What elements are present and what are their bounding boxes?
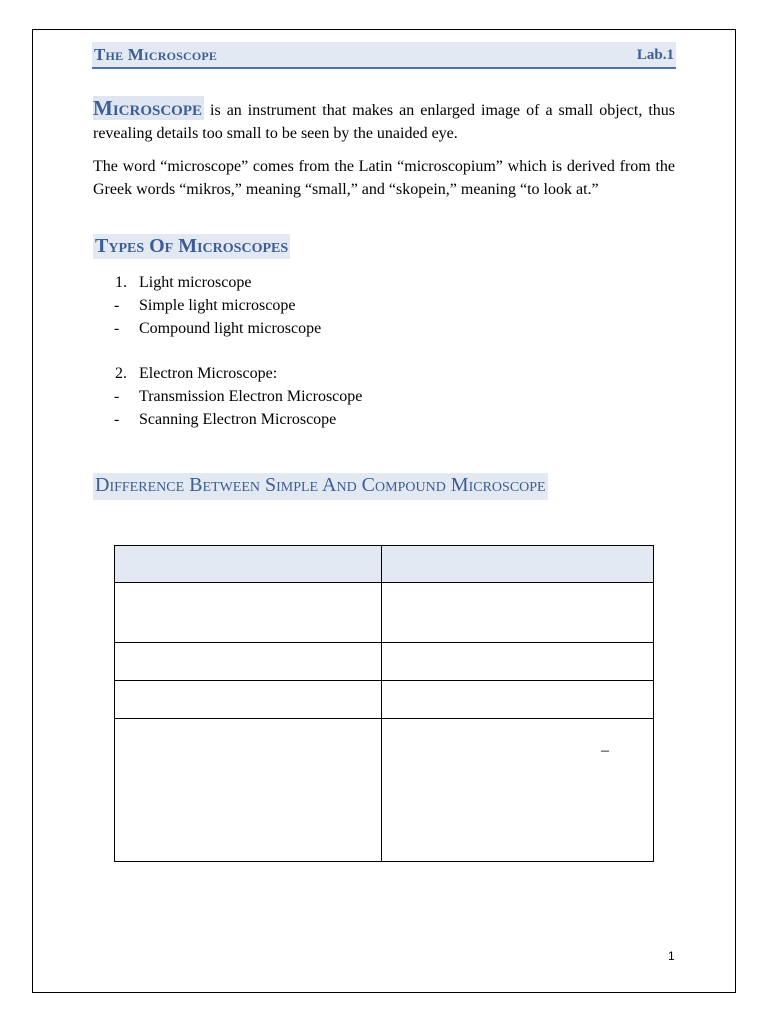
- types-list-light: [114, 271, 614, 340]
- table-header-cell: [382, 546, 654, 583]
- table-cell: [382, 681, 654, 719]
- page-header: [92, 42, 676, 69]
- list-item-text: Compound light microscope: [139, 320, 322, 337]
- table-header-cell: [115, 546, 382, 583]
- etymology-paragraph: The word “microscope” comes from the Latin “microscopium” which is derived from the Greek words “mikros,” meaning “small,” and “skopein,” meaning “to look at.”: [93, 158, 675, 198]
- table-cell: [115, 681, 382, 719]
- list-item: [114, 362, 614, 385]
- list-item-text: Light microscope: [139, 274, 252, 291]
- list-item-text: Scanning Electron Microscope: [139, 411, 337, 428]
- intro-lead-word: Microscope: [93, 96, 203, 120]
- list-item-text: Simple light microscope: [139, 297, 296, 314]
- table-row: [115, 681, 654, 719]
- intro-paragraph: [93, 97, 675, 145]
- list-item: [114, 294, 614, 317]
- table-cell: [382, 719, 654, 862]
- list-marker: -: [114, 411, 120, 428]
- list-item: [114, 385, 614, 408]
- list-item: [114, 317, 614, 340]
- stray-dash: –: [601, 742, 609, 759]
- list-marker: -: [114, 297, 120, 314]
- comparison-table: [114, 545, 654, 862]
- document-title: The Microscope: [94, 45, 218, 64]
- table-cell: [115, 583, 382, 643]
- intro-sentence: is an instrument that makes an enlarged image of a small object, thus revealing details too small to be seen by the unaided eye.: [93, 102, 675, 142]
- table-row: [115, 719, 654, 862]
- list-marker: -: [114, 388, 120, 405]
- table-header-row: [115, 546, 654, 583]
- table-row: [115, 583, 654, 643]
- list-marker: 1.: [115, 274, 127, 291]
- table-row: [115, 643, 654, 681]
- list-item-text: Transmission Electron Microscope: [139, 388, 363, 405]
- table-cell: [115, 643, 382, 681]
- table-cell: [382, 643, 654, 681]
- page-number: 1: [668, 949, 675, 963]
- list-item: [114, 271, 614, 294]
- lab-number: Lab.1: [636, 47, 674, 63]
- table-cell: [115, 719, 382, 862]
- types-list-electron: [114, 362, 614, 431]
- table-cell: [382, 583, 654, 643]
- list-marker: 2.: [115, 365, 127, 382]
- list-item-text: Electron Microscope:: [139, 365, 278, 382]
- types-heading: Types Of Microscopes: [95, 235, 289, 257]
- list-marker: -: [114, 320, 120, 337]
- list-item: [114, 408, 614, 431]
- difference-heading: Difference Between Simple And Compound Microscope: [93, 473, 548, 500]
